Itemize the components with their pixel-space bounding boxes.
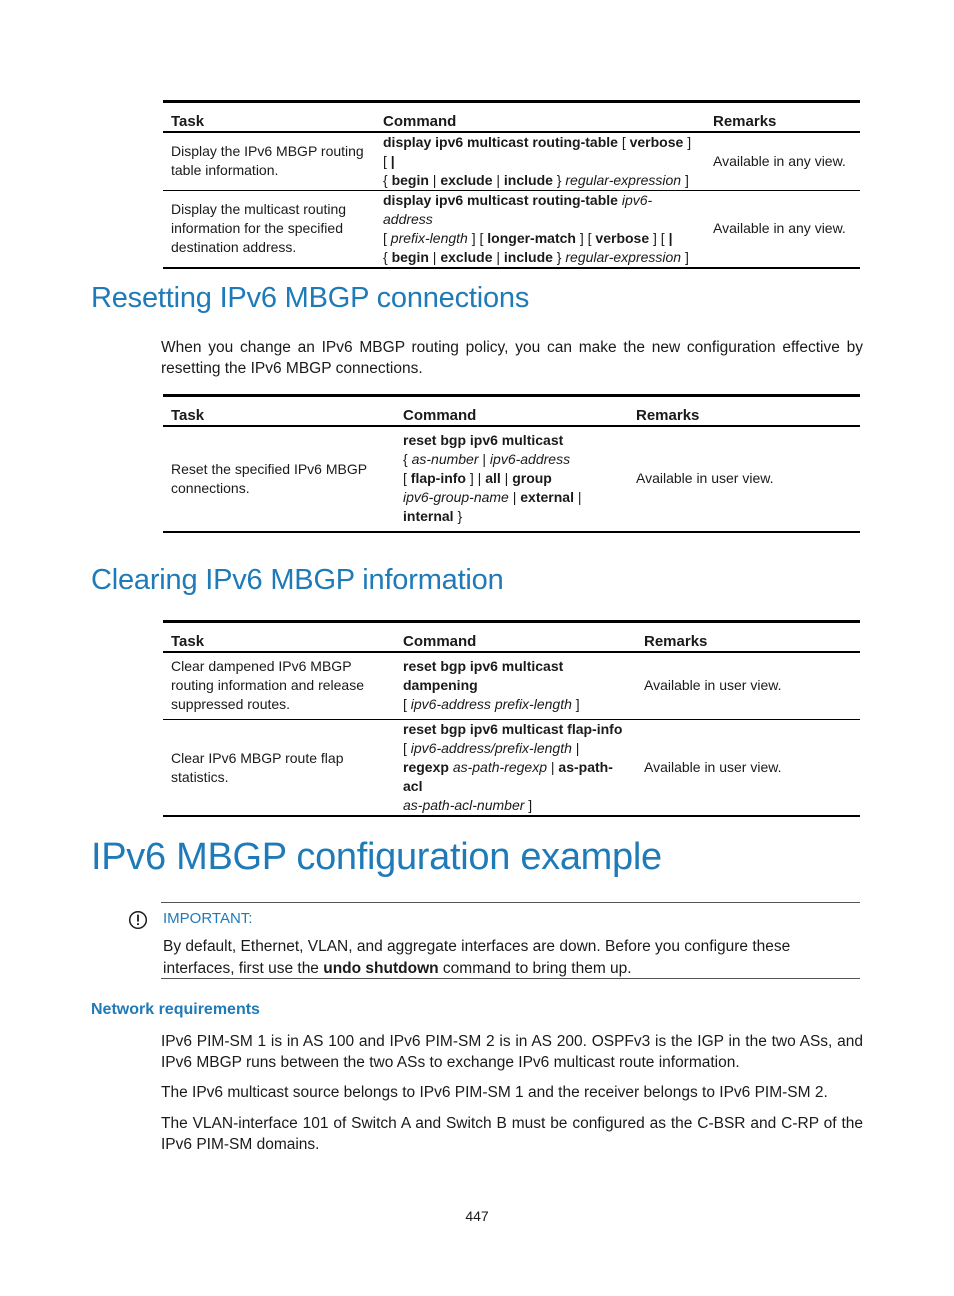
page-number: 447 — [465, 1208, 489, 1224]
cmd-argument: regular-expression — [565, 171, 682, 188]
task-cell: Clear dampened IPv6 MBGP routing information and release suppressed routes. — [171, 658, 365, 713]
cmd-text: | — [500, 470, 513, 486]
cmd-keyword: external — [520, 489, 574, 505]
resetting-intro-paragraph: When you change an IPv6 MBGP routing policy, you can make the new configuration effective by resetting the IPv6 MBGP connections. — [161, 339, 863, 377]
command-cell — [395, 720, 636, 817]
cmd-text: | — [478, 451, 490, 467]
cmd-text: ] — [524, 797, 533, 813]
task-cell: Display the multicast routing information for the specified destination address. — [171, 201, 347, 255]
important-text-part: command to bring them up. — [438, 960, 632, 977]
cmd-text: [ — [403, 740, 411, 756]
table-header-row — [163, 102, 860, 132]
table-row — [163, 426, 860, 532]
cmd-text: [ — [403, 470, 411, 486]
header-command: Command — [383, 112, 457, 130]
command-cell — [375, 190, 705, 268]
cmd-argument: as-number — [411, 451, 479, 467]
cmd-text: ] — [681, 248, 689, 265]
important-text-part: By default, Ethernet, VLAN, and aggregate interfaces are down. Before you configure these interfaces, first use the — [163, 938, 791, 977]
chapter-heading: IPv6 MBGP configuration example — [91, 836, 662, 878]
cmd-text: ] [ — [575, 229, 596, 246]
cmd-text: ] [ — [467, 229, 488, 246]
cmd-keyword: verbose — [629, 133, 684, 150]
cmd-keyword: reset bgp ipv6 multicast — [403, 432, 564, 448]
cmd-keyword: reset bgp ipv6 multicast flap-info — [403, 721, 623, 737]
cmd-keyword: | — [668, 229, 673, 246]
important-text — [163, 936, 860, 980]
table-header-row — [163, 622, 860, 652]
cmd-text: | — [508, 489, 521, 505]
task-cell: Reset the specified IPv6 MBGP connections. — [171, 460, 367, 496]
cmd-text: | — [428, 171, 441, 188]
command-cell — [395, 426, 628, 532]
requirements-paragraph: IPv6 PIM-SM 1 is in AS 100 and IPv6 PIM-SM 2 is in AS 200. OSPFv3 is the IGP in the two ASs, and IPv6 MBGP runs between the two ASs to exchange IPv6 multicast route information. — [161, 1033, 863, 1071]
cmd-argument: prefix-length — [390, 229, 468, 246]
cmd-argument: ipv6-address prefix-length — [410, 696, 572, 713]
cmd-text: ] | — [466, 470, 486, 486]
remarks-cell: Available in any view. — [713, 152, 846, 169]
header-command: Command — [403, 632, 477, 650]
cmd-keyword: as-path-acl — [403, 759, 613, 794]
command-cell — [395, 652, 636, 720]
reset-commands-table — [163, 394, 860, 533]
cmd-keyword: begin — [391, 248, 429, 265]
cmd-keyword: verbose — [595, 229, 650, 246]
cmd-text: [ — [617, 133, 630, 150]
cmd-text: ] — [571, 696, 580, 713]
cmd-text: { — [383, 248, 392, 265]
cmd-text: | — [573, 489, 582, 505]
cmd-keyword: internal — [403, 508, 454, 524]
section-heading-resetting: Resetting IPv6 MBGP connections — [91, 282, 530, 314]
header-remarks: Remarks — [644, 632, 708, 650]
cmd-text: [ — [403, 696, 411, 713]
table-row — [163, 190, 860, 268]
table-row — [163, 132, 860, 191]
cmd-keyword: exclude — [440, 248, 493, 265]
important-icon — [128, 910, 148, 930]
header-task: Task — [171, 112, 205, 130]
cmd-text: } — [552, 248, 566, 265]
cmd-argument: as-path-acl-number — [403, 797, 525, 813]
cmd-keyword: display ipv6 multicast routing-table — [383, 191, 618, 208]
cmd-text: ] — [681, 171, 689, 188]
cmd-text: | — [546, 759, 559, 775]
cmd-argument: ipv6-address — [383, 191, 653, 227]
section-heading-clearing: Clearing IPv6 MBGP information — [91, 564, 504, 596]
cmd-keyword: exclude — [440, 171, 493, 188]
header-task: Task — [171, 406, 205, 424]
cmd-keyword: group — [512, 470, 552, 486]
remarks-cell: Available in any view. — [713, 220, 846, 236]
cmd-keyword: include — [503, 171, 553, 188]
cmd-text: | — [492, 248, 504, 265]
table-row — [163, 652, 860, 720]
cmd-text: | — [428, 248, 441, 265]
cmd-text: } — [552, 171, 566, 188]
command-cell — [375, 132, 705, 191]
important-command: undo shutdown — [323, 960, 439, 977]
cmd-keyword: reset bgp ipv6 multicast dampening — [403, 658, 564, 694]
subheading-network-requirements: Network requirements — [91, 1001, 260, 1018]
requirements-paragraph: The VLAN-interface 101 of Switch A and Switch B must be configured as the C-BSR and C-RP of the IPv6 PIM-SM domains. — [161, 1115, 863, 1153]
important-label: IMPORTANT: — [163, 910, 253, 927]
cmd-text: [ — [383, 229, 391, 246]
cmd-keyword: include — [503, 248, 553, 265]
remarks-cell: Available in user view. — [644, 677, 782, 694]
cmd-argument: ipv6-address — [489, 451, 571, 467]
clear-commands-table — [163, 620, 860, 817]
cmd-text: } — [453, 508, 463, 524]
remarks-cell: Available in user view. — [636, 470, 774, 486]
header-command: Command — [403, 406, 477, 424]
table-row — [163, 720, 860, 817]
header-remarks: Remarks — [713, 112, 777, 130]
display-commands-table — [163, 100, 860, 269]
cmd-argument: as-path-regexp — [452, 759, 547, 775]
cmd-text: ] [ — [649, 229, 669, 246]
cmd-argument: ipv6-address/prefix-length — [410, 740, 572, 756]
header-task: Task — [171, 632, 205, 650]
cmd-keyword: all — [485, 470, 501, 486]
task-cell: Clear IPv6 MBGP route flap statistics. — [171, 749, 344, 785]
cmd-keyword: begin — [391, 171, 429, 188]
task-cell: Display the IPv6 MBGP routing table information. — [171, 143, 364, 178]
cmd-keyword: regexp — [403, 759, 449, 775]
cmd-keyword: longer-match — [487, 229, 576, 246]
cmd-argument: ipv6-group-name — [403, 489, 509, 505]
requirements-paragraph: The IPv6 multicast source belongs to IPv6 PIM-SM 1 and the receiver belongs to IPv6 PIM-SM 2. — [161, 1084, 828, 1101]
cmd-text: | — [492, 171, 504, 188]
cmd-keyword: flap-info — [410, 470, 466, 486]
cmd-keyword: | — [390, 152, 395, 169]
header-remarks: Remarks — [636, 406, 700, 424]
cmd-text: ] [ — [383, 133, 692, 169]
remarks-cell: Available in user view. — [644, 759, 782, 775]
cmd-argument: regular-expression — [565, 248, 682, 265]
cmd-text: { — [403, 451, 412, 467]
cmd-keyword: display ipv6 multicast routing-table — [383, 133, 618, 150]
cmd-text: | — [571, 740, 580, 756]
cmd-text: { — [383, 171, 392, 188]
table-header-row — [163, 396, 860, 426]
